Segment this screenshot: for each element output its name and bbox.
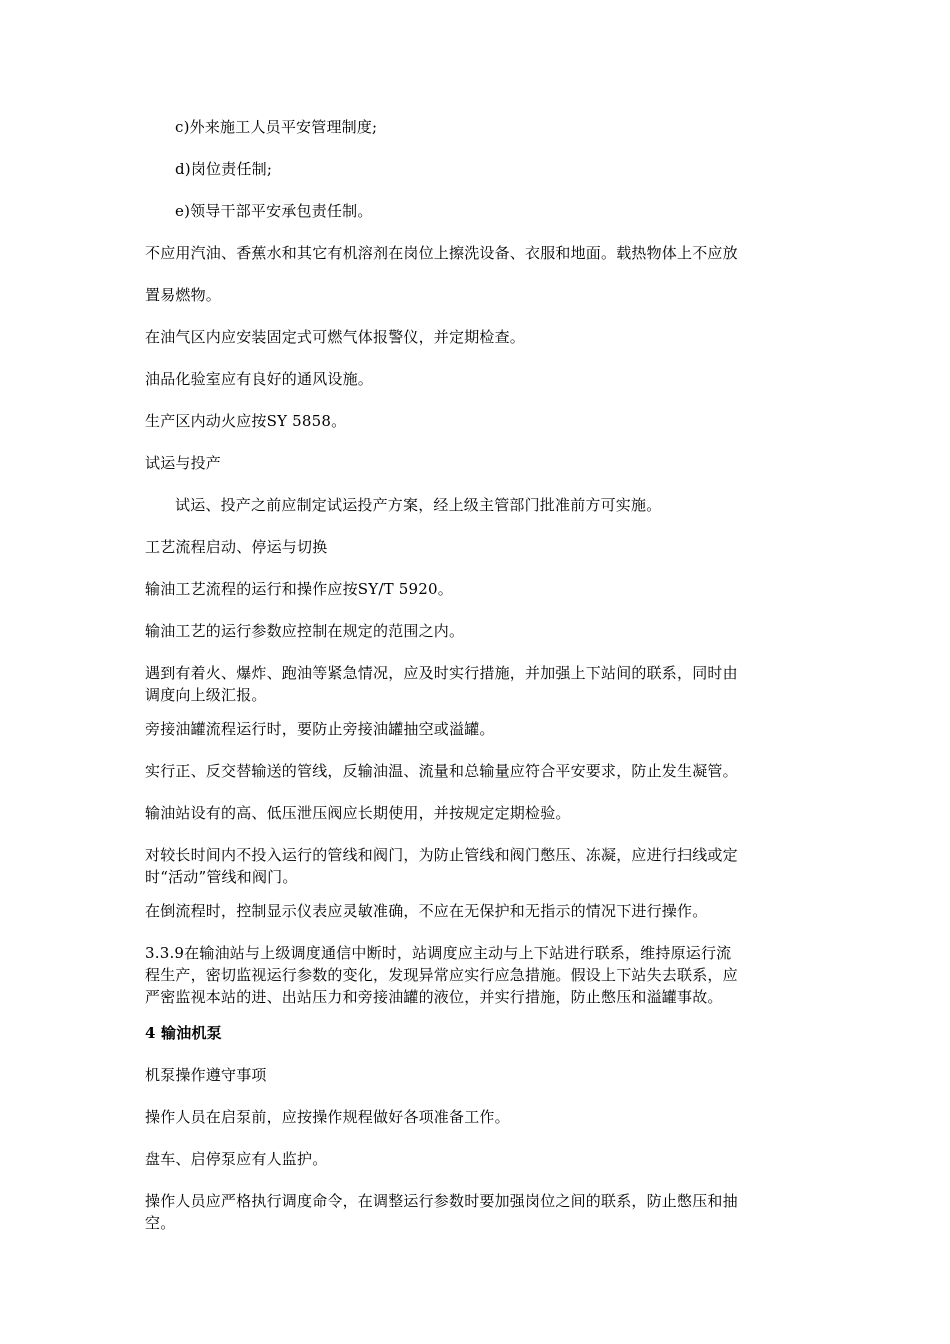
paragraph-text: 严密监视本站的进、出站压力和旁接油罐的液位，并实行措施，防止憋压和溢罐事故。 bbox=[145, 988, 723, 1006]
paragraph-text: 对较长时间内不投入运行的管线和阀门，为防止管线和阀门憋压、冻凝，应进行扫线或定 bbox=[145, 846, 738, 864]
paragraph-text: 3.3.9在输油站与上级调度通信中断时，站调度应主动与上下站进行联系，维持原运行流 bbox=[145, 944, 732, 962]
paragraph-text: 输油工艺的运行参数应控制在规定的范围之内。 bbox=[145, 622, 465, 640]
chapter-heading: 4 输油机泵 bbox=[145, 1024, 222, 1042]
paragraph-text: 程生产，密切监视运行参数的变化，发现异常应实行应急措施。假设上下站失去联系，应 bbox=[145, 966, 738, 984]
paragraph-text: 试运、投产之前应制定试运投产方案，经上级主管部门批准前方可实施。 bbox=[175, 496, 662, 514]
list-item-c: c)外来施工人员平安管理制度; bbox=[175, 118, 378, 136]
paragraph-text: 实行正、反交替输送的管线，反输油温、流量和总输量应符合平安要求，防止发生凝管。 bbox=[145, 762, 738, 780]
paragraph-text: 旁接油罐流程运行时，要防止旁接油罐抽空或溢罐。 bbox=[145, 720, 495, 738]
paragraph-text: 在油气区内应安装固定式可燃气体报警仪，并定期检查。 bbox=[145, 328, 526, 346]
paragraph-text: 操作人员应严格执行调度命令，在调整运行参数时要加强岗位之间的联系，防止憋压和抽 bbox=[145, 1192, 738, 1210]
paragraph-text: 油品化验室应有良好的通风设施。 bbox=[145, 370, 374, 388]
paragraph-text: 盘车、启停泵应有人监护。 bbox=[145, 1150, 328, 1168]
paragraph-text: 输油站设有的高、低压泄压阀应长期使用，并按规定定期检验。 bbox=[145, 804, 571, 822]
section-heading: 试运与投产 bbox=[145, 454, 222, 472]
paragraph-text: 生产区内动火应按SY 5858。 bbox=[145, 412, 347, 430]
paragraph-text: 置易燃物。 bbox=[145, 286, 222, 304]
paragraph-text: 在倒流程时，控制显示仪表应灵敏准确，不应在无保护和无指示的情况下进行操作。 bbox=[145, 902, 708, 920]
paragraph-text: 时“活动”管线和阀门。 bbox=[145, 868, 298, 886]
list-item-d: d)岗位责任制; bbox=[175, 160, 273, 178]
paragraph-text: 不应用汽油、香蕉水和其它有机溶剂在岗位上擦洗设备、衣服和地面。载热物体上不应放 bbox=[145, 244, 738, 262]
list-item-e: e)领导干部平安承包责任制。 bbox=[175, 202, 373, 220]
paragraph-text: 输油工艺流程的运行和操作应按SY/T 5920。 bbox=[145, 580, 453, 598]
paragraph-text: 调度向上级汇报。 bbox=[145, 686, 267, 704]
paragraph-text: 空。 bbox=[145, 1214, 176, 1232]
section-heading: 机泵操作遵守事项 bbox=[145, 1066, 267, 1084]
paragraph-text: 操作人员在启泵前，应按操作规程做好各项准备工作。 bbox=[145, 1108, 510, 1126]
section-heading: 工艺流程启动、停运与切换 bbox=[145, 538, 328, 556]
paragraph-text: 遇到有着火、爆炸、跑油等紧急情况，应及时实行措施，并加强上下站间的联系，同时由 bbox=[145, 664, 738, 682]
